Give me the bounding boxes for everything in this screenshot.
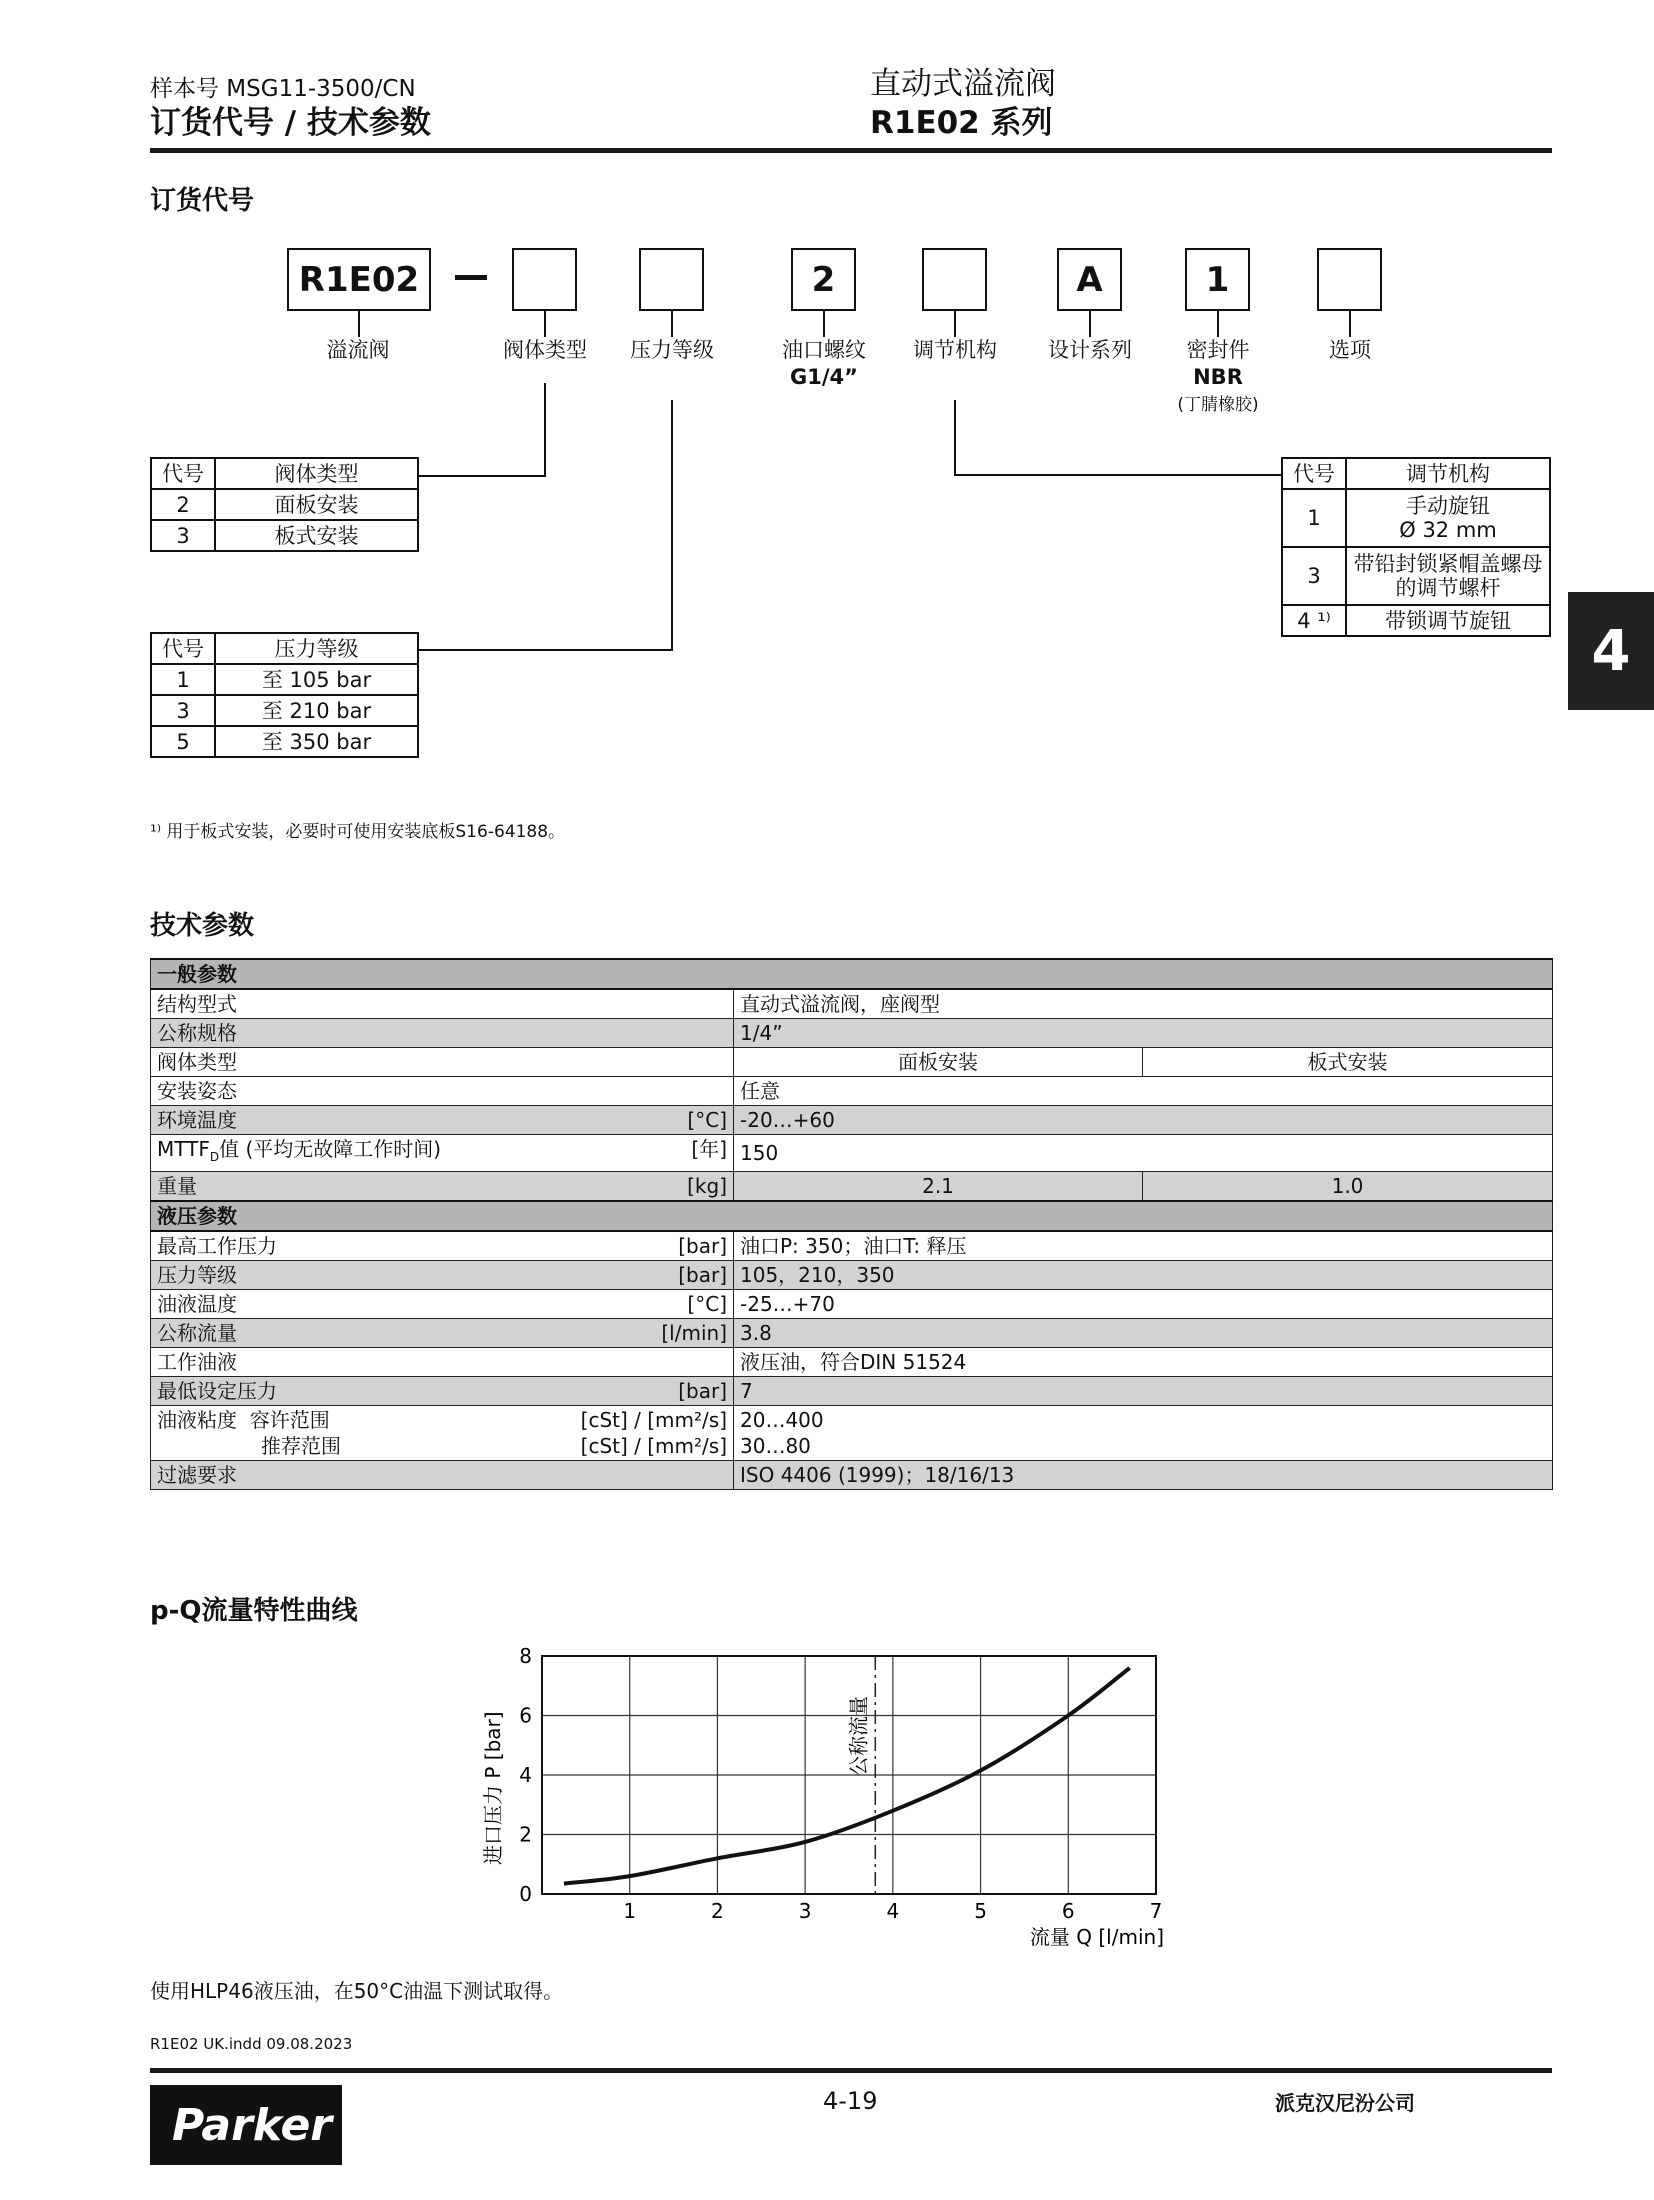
adjust-table-code: 1 bbox=[1282, 489, 1346, 547]
row-value: 1.0 bbox=[1143, 1172, 1553, 1202]
y-tick-label: 2 bbox=[519, 1822, 532, 1847]
tick bbox=[358, 311, 360, 337]
row-label: 最低设定压力 bbox=[157, 1379, 277, 1403]
pressure-table-value: 至 105 bar bbox=[215, 664, 418, 695]
label-seal-note: (丁腈橡胶) bbox=[1177, 395, 1259, 415]
ordering-heading: 订货代号 bbox=[150, 186, 255, 216]
row-value: 1/4” bbox=[734, 1019, 1553, 1048]
tick bbox=[823, 311, 825, 337]
row-value: 2.1 bbox=[734, 1172, 1143, 1202]
curve-heading: p-Q流量特性曲线 bbox=[150, 1596, 358, 1626]
adjust-table-value-sub: Ø 32 mm bbox=[1399, 518, 1497, 542]
row-value: 油口P: 350；油口T: 释压 bbox=[734, 1231, 1553, 1261]
row-label: 最高工作压力 bbox=[157, 1234, 277, 1258]
order-box-adjust bbox=[922, 248, 987, 311]
hydraulic-section-title: 液压参数 bbox=[151, 1201, 1553, 1231]
body-table-header-type: 阀体类型 bbox=[215, 458, 418, 489]
body-table-value: 板式安装 bbox=[215, 520, 418, 551]
tech-table bbox=[150, 958, 1553, 1490]
leader-pressure bbox=[671, 400, 673, 651]
leader-body bbox=[544, 383, 546, 477]
order-box-body bbox=[512, 248, 577, 311]
row-value: 板式安装 bbox=[1143, 1048, 1553, 1077]
tick bbox=[1217, 311, 1219, 337]
section-title: 订货代号 / 技术参数 bbox=[150, 105, 431, 141]
row-unit: [°C] bbox=[687, 1292, 727, 1316]
tick bbox=[1349, 311, 1351, 337]
row-value: 3.8 bbox=[734, 1319, 1553, 1348]
page-number: 4-19 bbox=[823, 2087, 878, 2115]
row-label: 重量 bbox=[157, 1174, 197, 1198]
leader-adjust bbox=[954, 400, 956, 476]
row-label: 结构型式 bbox=[151, 989, 734, 1019]
row-value: 20…400 bbox=[740, 1408, 824, 1432]
pressure-table-header-stage: 压力等级 bbox=[215, 633, 418, 664]
order-box-valve: R1E02 bbox=[287, 248, 431, 311]
x-axis-label: 流量 Q [l/min] bbox=[1029, 1925, 1164, 1949]
leader-body-h bbox=[418, 475, 546, 477]
y-tick-label: 0 bbox=[519, 1882, 532, 1906]
x-tick-label: 7 bbox=[1149, 1899, 1163, 1923]
y-axis-label: 进口压力 P [bar] bbox=[481, 1711, 505, 1865]
row-value: -25…+70 bbox=[734, 1290, 1553, 1319]
row-label: 公称规格 bbox=[151, 1019, 734, 1048]
y-tick-label: 8 bbox=[519, 1644, 532, 1668]
leader-adjust-h bbox=[954, 474, 1282, 476]
pressure-table-value: 至 350 bar bbox=[215, 726, 418, 757]
row-label: 油液粘度 bbox=[157, 1408, 237, 1432]
header-rule bbox=[150, 148, 1552, 153]
row-unit: [kg] bbox=[687, 1174, 727, 1198]
label-adjust: 调节机构 bbox=[913, 338, 997, 362]
pressure-table-value: 至 210 bar bbox=[215, 695, 418, 726]
row-label-rest: 值 (平均无故障工作时间) bbox=[219, 1137, 442, 1161]
adjust-table-header-code: 代号 bbox=[1282, 458, 1346, 489]
pressure-table bbox=[150, 632, 419, 758]
order-box-design: A bbox=[1057, 248, 1122, 311]
adjust-table-code: 4 ¹⁾ bbox=[1282, 605, 1346, 636]
body-type-table bbox=[150, 457, 419, 552]
product-name: 直动式溢流阀 bbox=[870, 66, 1056, 102]
adjust-table-value: 带锁调节旋钮 bbox=[1346, 605, 1550, 636]
y-tick-label: 6 bbox=[519, 1703, 532, 1728]
label-port-sub: G1/4” bbox=[790, 365, 858, 389]
row-value: 直动式溢流阀，座阀型 bbox=[734, 989, 1553, 1019]
label-option: 选项 bbox=[1329, 338, 1371, 362]
x-tick-label: 2 bbox=[711, 1899, 724, 1923]
label-pressure: 压力等级 bbox=[630, 338, 714, 362]
row-unit: [bar] bbox=[678, 1379, 727, 1403]
row-unit: [年] bbox=[691, 1137, 727, 1161]
x-tick-label: 6 bbox=[1061, 1899, 1075, 1923]
row-value: 液压油，符合DIN 51524 bbox=[734, 1348, 1553, 1377]
label-design: 设计系列 bbox=[1048, 338, 1132, 362]
order-box-seal: 1 bbox=[1185, 248, 1250, 311]
row-sub-label: 容许范围 bbox=[249, 1408, 330, 1432]
footer-rule bbox=[150, 2068, 1552, 2073]
catalog-number: 样本号 MSG11-3500/CN bbox=[150, 76, 416, 102]
row-value: 105，210，350 bbox=[734, 1261, 1553, 1290]
x-tick-label: 1 bbox=[623, 1899, 637, 1923]
order-dash bbox=[455, 275, 487, 280]
adjust-table-value: 手动旋钮 bbox=[1406, 494, 1490, 518]
order-box-option bbox=[1317, 248, 1382, 311]
row-value: 7 bbox=[734, 1377, 1553, 1406]
row-label: 工作油液 bbox=[151, 1348, 734, 1377]
row-value: 面板安装 bbox=[734, 1048, 1143, 1077]
parker-logo-text: Parker bbox=[171, 2099, 332, 2151]
file-info: R1E02 UK.indd 09.08.2023 bbox=[150, 2035, 353, 2053]
row-unit: [cSt] / [mm²/s] bbox=[580, 1408, 727, 1432]
x-tick-label: 4 bbox=[886, 1899, 900, 1923]
leader-pressure-h bbox=[418, 649, 673, 651]
parker-logo bbox=[150, 2085, 342, 2165]
row-unit: [cSt] / [mm²/s] bbox=[580, 1434, 727, 1458]
pq-chart bbox=[470, 1630, 1190, 1950]
label-seal: 密封件 bbox=[1186, 338, 1250, 362]
company-name: 派克汉尼汾公司 bbox=[1275, 2091, 1415, 2115]
tick bbox=[1089, 311, 1091, 337]
row-unit: [°C] bbox=[687, 1108, 727, 1132]
row-value: 150 bbox=[734, 1135, 1553, 1172]
body-table-code: 3 bbox=[151, 520, 215, 551]
general-section-title: 一般参数 bbox=[151, 959, 1553, 989]
row-label: 环境温度 bbox=[157, 1108, 237, 1132]
row-label: 公称流量 bbox=[157, 1321, 237, 1345]
adjust-table-code: 3 bbox=[1282, 547, 1346, 605]
tick bbox=[954, 311, 956, 337]
body-table-value: 面板安装 bbox=[215, 489, 418, 520]
ordering-footnote: ¹⁾ 用于板式安装，必要时可使用安装底板S16-64188。 bbox=[150, 822, 566, 842]
adjust-table-value-sub: 的调节螺杆 bbox=[1395, 576, 1501, 600]
label-port: 油口螺纹 bbox=[782, 338, 866, 362]
pressure-table-header-code: 代号 bbox=[151, 633, 215, 664]
adjustment-table bbox=[1281, 457, 1551, 637]
order-box-port: 2 bbox=[791, 248, 856, 311]
row-label: 安装姿态 bbox=[151, 1077, 734, 1106]
nominal-flow-label: 公称流量 bbox=[846, 1696, 871, 1776]
x-tick-label: 3 bbox=[798, 1899, 812, 1923]
chapter-tab: 4 bbox=[1568, 592, 1654, 710]
row-value: 任意 bbox=[734, 1077, 1553, 1106]
row-label: MTTF bbox=[157, 1137, 210, 1161]
adjust-table-value: 带铅封锁紧帽盖螺母 bbox=[1353, 552, 1543, 576]
row-label: 压力等级 bbox=[157, 1263, 237, 1287]
row-value: ISO 4406 (1999)；18/16/13 bbox=[734, 1461, 1553, 1490]
row-value: 30…80 bbox=[740, 1434, 811, 1458]
row-label: 油液温度 bbox=[157, 1292, 237, 1316]
label-seal-sub: NBR bbox=[1193, 365, 1243, 389]
row-label-sub: D bbox=[209, 1150, 220, 1164]
row-unit: [l/min] bbox=[661, 1321, 727, 1345]
row-label: 过滤要求 bbox=[151, 1461, 734, 1490]
label-body: 阀体类型 bbox=[503, 338, 587, 362]
tick bbox=[544, 311, 546, 337]
tick bbox=[671, 311, 673, 337]
body-table-header-code: 代号 bbox=[151, 458, 215, 489]
y-tick-label: 4 bbox=[519, 1763, 532, 1787]
row-unit: [bar] bbox=[678, 1263, 727, 1287]
pressure-table-code: 3 bbox=[151, 695, 215, 726]
tech-heading: 技术参数 bbox=[150, 911, 255, 941]
row-label: 阀体类型 bbox=[151, 1048, 734, 1077]
x-tick-label: 5 bbox=[974, 1899, 987, 1923]
curve-note: 使用HLP46液压油，在50°C油温下测试取得。 bbox=[150, 1979, 564, 2003]
row-unit: [bar] bbox=[678, 1234, 727, 1258]
order-box-pressure bbox=[639, 248, 704, 311]
pressure-table-code: 5 bbox=[151, 726, 215, 757]
pressure-table-code: 1 bbox=[151, 664, 215, 695]
adjust-table-header-type: 调节机构 bbox=[1346, 458, 1550, 489]
body-table-code: 2 bbox=[151, 489, 215, 520]
row-value: -20…+60 bbox=[734, 1106, 1553, 1135]
row-sub-label: 推荐范围 bbox=[261, 1434, 341, 1458]
series-title: R1E02 系列 bbox=[870, 105, 1053, 141]
label-valve: 溢流阀 bbox=[326, 338, 390, 362]
